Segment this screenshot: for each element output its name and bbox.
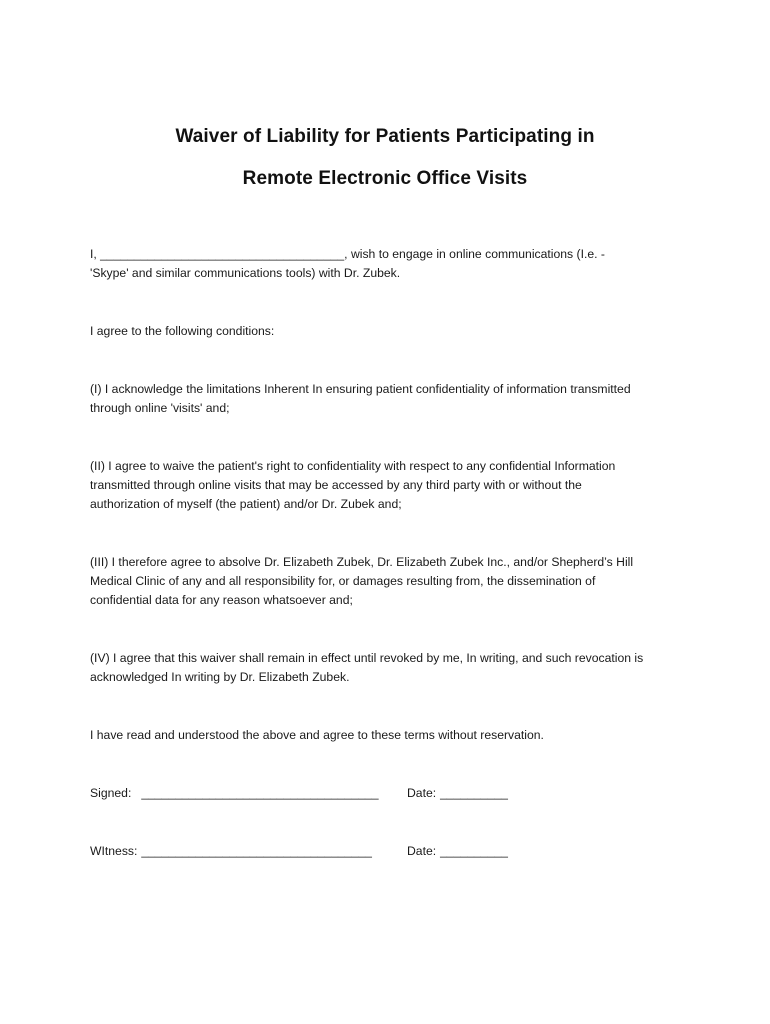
condition-2-line-1: (II) I agree to waive the patient's right to confidentiality with respect to any confidential Information xyxy=(90,459,616,473)
intro-line-1: I, ____________________________________, wish to engage in online communications (I.e. - xyxy=(90,247,605,261)
signed-label: Signed: xyxy=(90,786,132,800)
witness-row xyxy=(90,842,372,861)
condition-3-line-2: Medical Clinic of any and all responsibility for, or damages resulting from, the dissemination of xyxy=(90,574,596,589)
date-label-1: Date: xyxy=(407,786,437,800)
condition-1-line-2: through online 'visits' and; xyxy=(90,401,230,416)
signature-date-row xyxy=(407,784,508,803)
condition-1 xyxy=(90,380,690,418)
witness-date-row xyxy=(407,842,508,861)
conditions-intro: I agree to the following conditions: xyxy=(90,324,275,338)
signature-date-field[interactable]: __________ xyxy=(440,786,508,800)
signature-field[interactable]: ___________________________________ xyxy=(141,786,379,800)
condition-1-line-1: (I) I acknowledge the limitations Inherent In ensuring patient confidentiality of information transmitted xyxy=(90,382,631,396)
condition-2 xyxy=(90,457,690,515)
condition-4-line-2: acknowledged In writing by Dr. Elizabeth Zubek. xyxy=(90,670,350,685)
document-title-line-2: Remote Electronic Office Visits xyxy=(242,168,528,189)
witness-date-field[interactable]: __________ xyxy=(440,844,508,858)
condition-3 xyxy=(90,553,690,611)
date-label-2: Date: xyxy=(407,844,437,858)
condition-2-line-3: authorization of myself (the patient) and/or Dr. Zubek and; xyxy=(90,497,402,512)
intro-line-2: 'Skype' and similar communications tools) with Dr. Zubek. xyxy=(90,266,401,281)
condition-3-line-3: confidential data for any reason whatsoever and; xyxy=(90,593,353,608)
witness-label: WItness: xyxy=(90,844,138,858)
intro-paragraph xyxy=(90,245,690,283)
condition-2-line-2: transmitted through online visits that may be accessed by any third party with or without the xyxy=(90,478,582,493)
witness-field[interactable]: __________________________________ xyxy=(141,844,372,858)
condition-4-line-1: (IV) I agree that this waiver shall remain in effect until revoked by me, In writing, and such revocation is xyxy=(90,651,644,665)
acknowledgement-statement: I have read and understood the above and agree to these terms without reservation. xyxy=(90,728,544,742)
signature-row xyxy=(90,784,379,803)
document-title-line-1: Waiver of Liability for Patients Participating in xyxy=(175,126,595,147)
condition-3-line-1: (III) I therefore agree to absolve Dr. Elizabeth Zubek, Dr. Elizabeth Zubek Inc., and/or Shepherd’s Hill xyxy=(90,555,634,569)
condition-4 xyxy=(90,649,690,687)
